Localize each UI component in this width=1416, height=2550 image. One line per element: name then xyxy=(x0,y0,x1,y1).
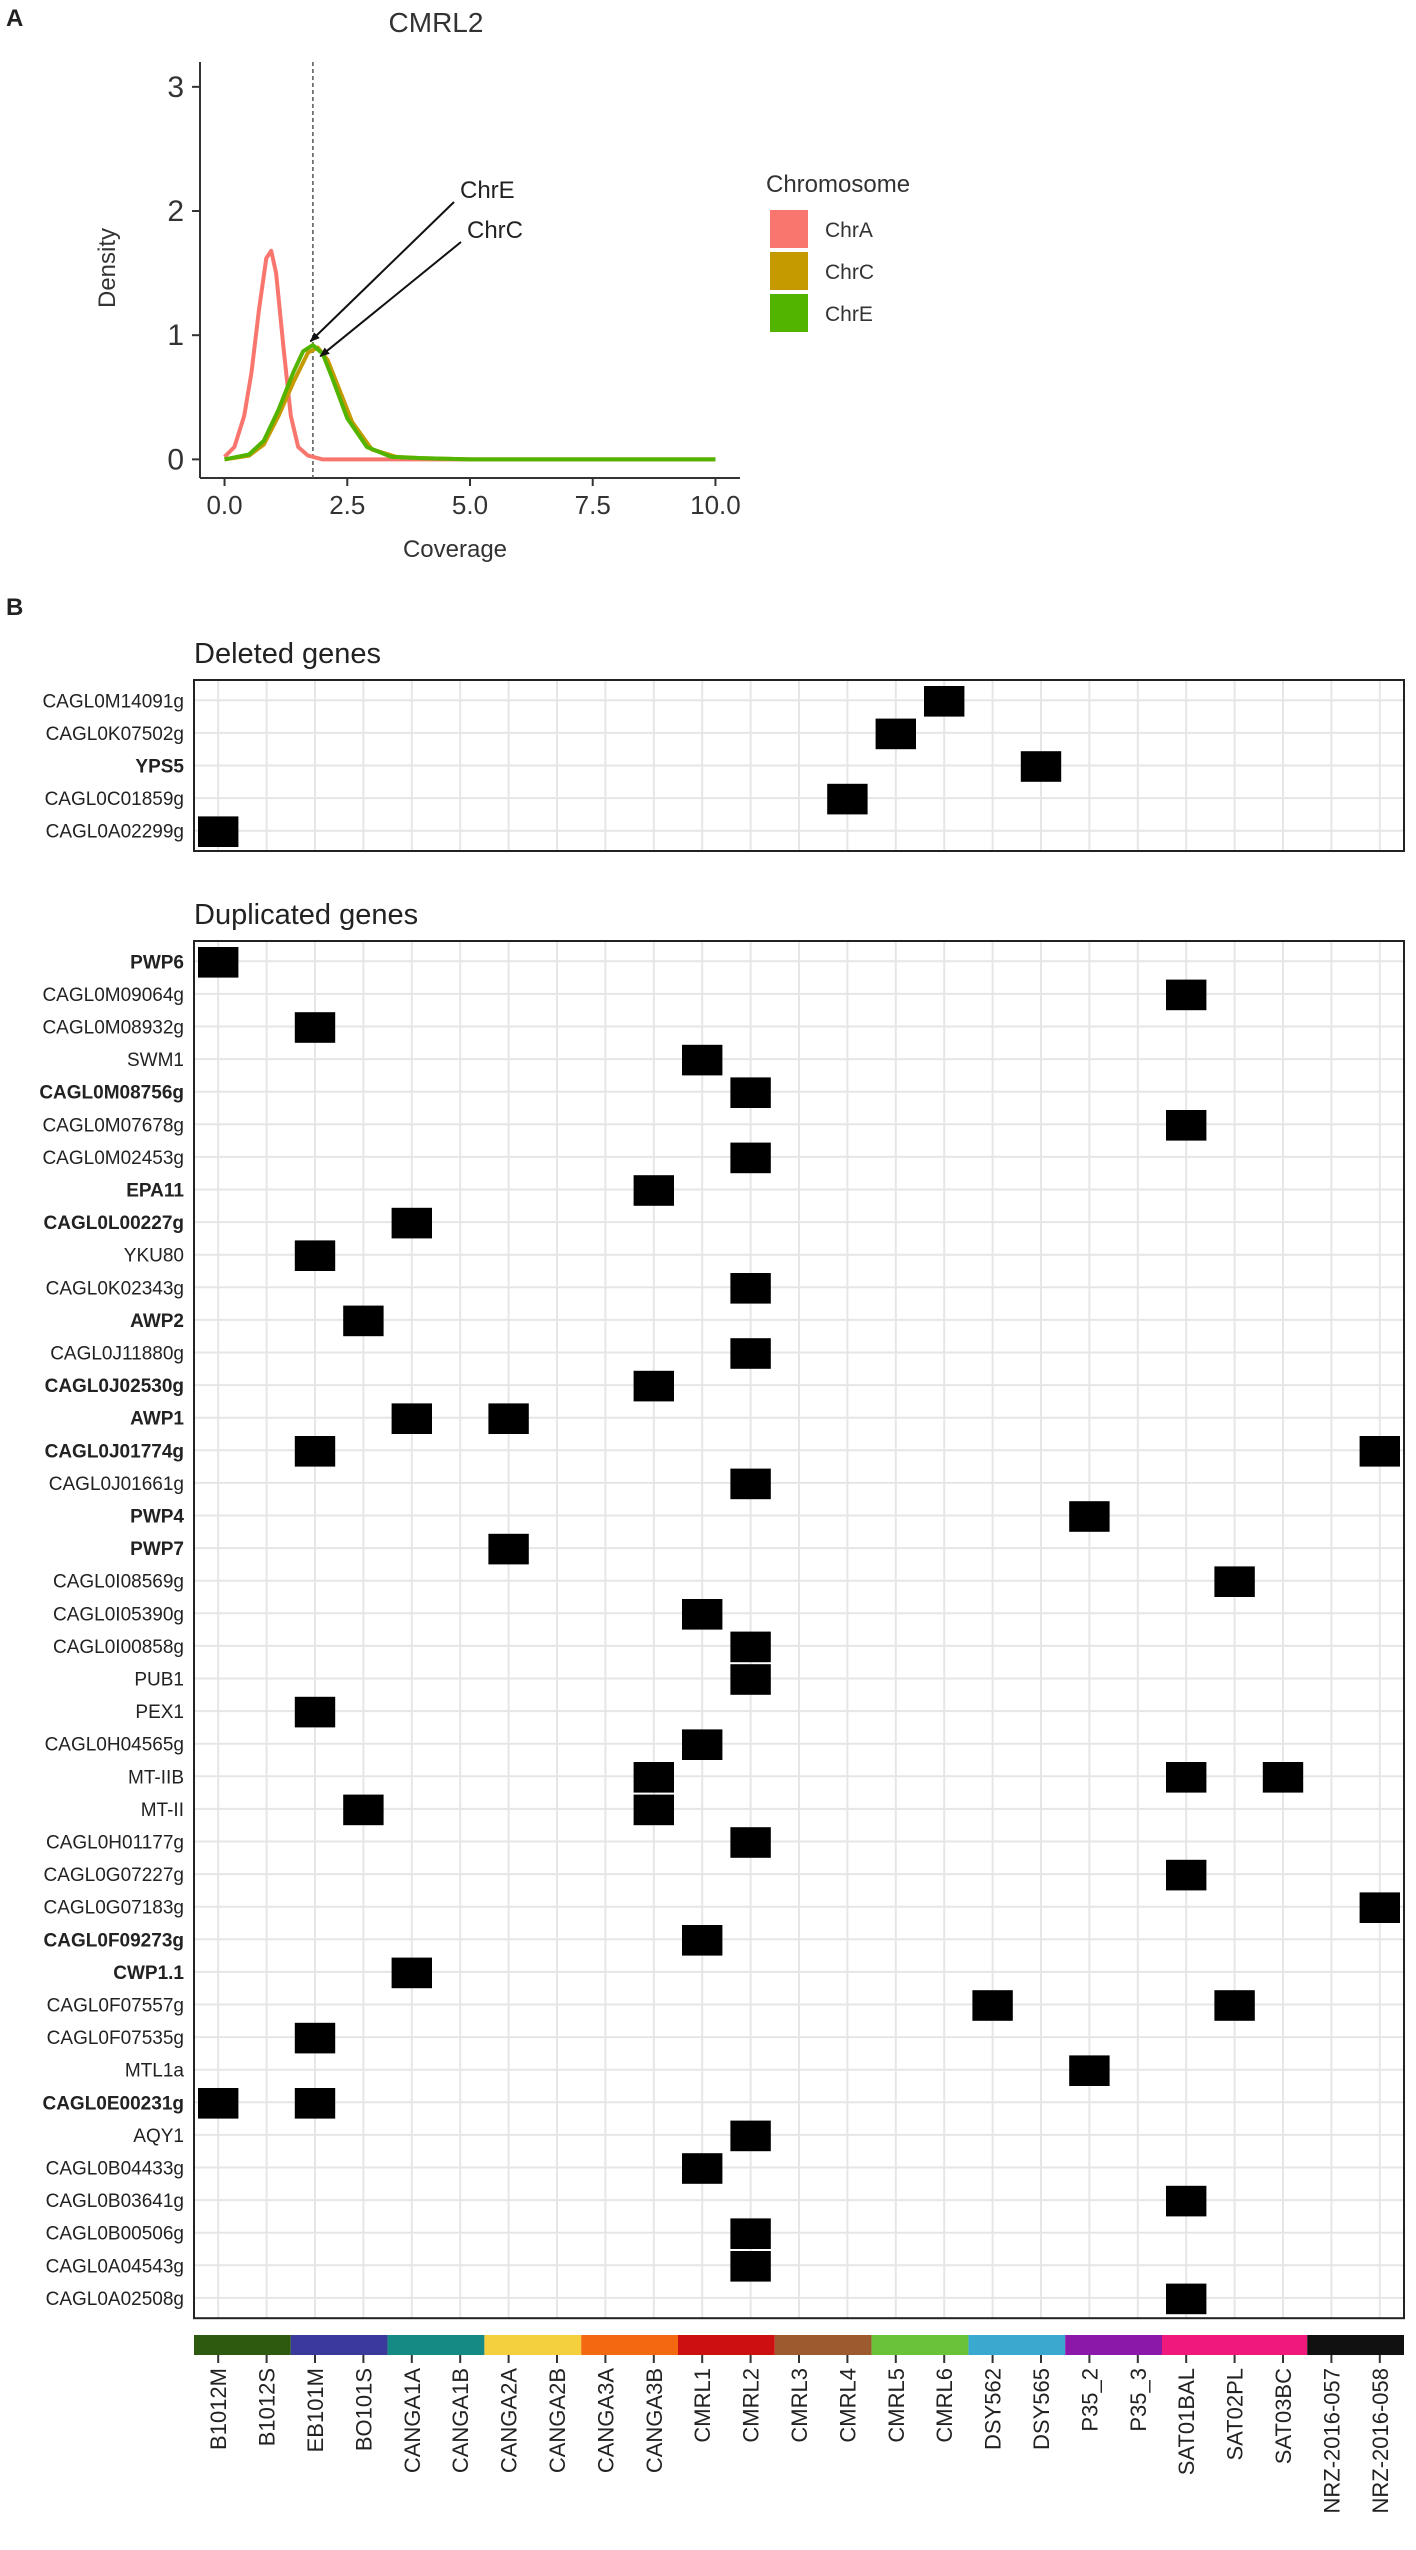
strain-label: DSY562 xyxy=(980,2368,1006,2450)
presence-cell xyxy=(682,1599,722,1630)
strain-group-band xyxy=(291,2335,388,2355)
strain-group-band xyxy=(388,2335,485,2355)
x-tick-label: 2.5 xyxy=(329,490,366,520)
presence-cell xyxy=(730,1077,770,1108)
legend-swatch xyxy=(770,294,808,332)
strain-label: NRZ-2016-058 xyxy=(1367,2368,1393,2514)
presence-cell xyxy=(634,1795,674,1826)
panel-b-letter: B xyxy=(6,594,24,621)
presence-cell xyxy=(1360,1436,1400,1467)
strain-group-band xyxy=(1307,2335,1404,2355)
gene-label: CAGL0I08569g xyxy=(53,1571,184,1593)
presence-cell xyxy=(1069,1501,1109,1532)
presence-cell xyxy=(1360,1892,1400,1923)
gene-label: CAGL0J01661g xyxy=(48,1473,184,1495)
presence-cell xyxy=(295,2088,335,2119)
legend-label: ChrC xyxy=(825,261,875,284)
strain-label: CMRL4 xyxy=(835,2368,861,2443)
presence-cell xyxy=(876,719,916,750)
strain-label: CANGA3A xyxy=(593,2368,619,2474)
strain-group-band xyxy=(678,2335,775,2355)
annotation-label: ChrC xyxy=(467,217,524,244)
presence-cell xyxy=(1069,2055,1109,2086)
strain-group-band xyxy=(484,2335,581,2355)
presence-cell xyxy=(730,1273,770,1304)
presence-cell xyxy=(392,1208,432,1239)
gene-label: MT-II xyxy=(140,1799,184,1821)
strain-label: CMRL3 xyxy=(787,2368,812,2443)
duplicated-title: Duplicated genes xyxy=(194,899,419,931)
strain-label: CANGA1B xyxy=(448,2368,474,2474)
presence-cell xyxy=(1166,1110,1206,1141)
gene-label: CAGL0I05390g xyxy=(53,1604,184,1626)
gene-label: CAGL0I00858g xyxy=(53,1636,184,1658)
gene-label: CAGL0H04565g xyxy=(44,1734,184,1756)
presence-cell xyxy=(730,2121,770,2152)
strain-label: CMRL1 xyxy=(690,2368,716,2443)
presence-cell xyxy=(295,1697,335,1728)
gene-label: CAGL0M09064g xyxy=(42,984,184,1006)
strain-label: NRZ-2016-057 xyxy=(1319,2368,1345,2514)
y-tick-label: 1 xyxy=(167,319,184,353)
strain-label: CANGA2B xyxy=(545,2368,570,2474)
presence-cell xyxy=(730,2218,770,2249)
presence-cell xyxy=(343,1795,383,1826)
y-tick-label: 0 xyxy=(167,443,184,477)
gene-label: SWM1 xyxy=(127,1050,184,1072)
annotation-label: ChrE xyxy=(460,177,515,204)
strain-label: B1012M xyxy=(206,2368,232,2450)
gene-label: CAGL0B00506g xyxy=(45,2223,184,2245)
strain-label: SAT01BAL xyxy=(1174,2368,1200,2476)
presence-cell xyxy=(488,1534,528,1565)
presence-cell xyxy=(1166,1860,1206,1891)
presence-cell xyxy=(1166,2284,1206,2315)
strain-label: CANGA2A xyxy=(496,2368,522,2474)
strain-label: SAT02PL xyxy=(1222,2368,1248,2461)
gene-label: AWP1 xyxy=(130,1408,184,1430)
gene-label: CAGL0J11880g xyxy=(50,1343,184,1365)
gene-label: PWP6 xyxy=(130,952,184,974)
gene-label: CAGL0L00227g xyxy=(43,1213,184,1235)
gene-label: CAGL0A02299g xyxy=(45,821,184,843)
strain-label: P35_2 xyxy=(1077,2368,1103,2432)
legend-label: ChrE xyxy=(825,303,873,326)
presence-cell xyxy=(392,1958,432,1989)
presence-cell xyxy=(1214,1566,1254,1597)
presence-cell xyxy=(295,1436,335,1467)
strain-group-band xyxy=(1065,2335,1162,2355)
presence-cell xyxy=(1021,751,1061,782)
strain-label: DSY565 xyxy=(1029,2368,1054,2450)
presence-cell xyxy=(730,1632,770,1663)
presence-cell xyxy=(198,947,238,978)
presence-cell xyxy=(730,2251,770,2282)
gene-label: PEX1 xyxy=(135,1702,184,1724)
strain-group-band xyxy=(1162,2335,1307,2355)
gene-label: CAGL0A02508g xyxy=(45,2288,184,2310)
legend-title: Chromosome xyxy=(766,171,911,198)
presence-cell xyxy=(634,1762,674,1793)
x-tick-label: 5.0 xyxy=(451,490,489,520)
annotation-arrow xyxy=(320,242,461,356)
gene-label: EPA11 xyxy=(126,1180,184,1202)
strain-color-bar xyxy=(194,2335,1404,2355)
gene-label: MTL1a xyxy=(124,2060,184,2082)
presence-cell xyxy=(730,1827,770,1858)
panel-a-letter: A xyxy=(6,5,24,32)
presence-cell xyxy=(827,784,867,815)
strain-labels xyxy=(206,2355,1393,2514)
gene-label: CAGL0M08756g xyxy=(39,1082,184,1104)
x-tick-label: 7.5 xyxy=(574,490,611,520)
gene-label: PUB1 xyxy=(134,1669,184,1691)
presence-cell xyxy=(682,1045,722,1076)
gene-label: CAGL0H01177g xyxy=(45,1832,184,1854)
gene-label: CAGL0B03641g xyxy=(45,2191,184,2213)
annotation-arrow xyxy=(310,202,454,341)
gene-label: CAGL0M08932g xyxy=(42,1017,184,1039)
series-line-chra xyxy=(225,251,716,460)
strain-label: BO101S xyxy=(351,2368,377,2452)
presence-cell xyxy=(1166,980,1206,1011)
gene-label: CWP1.1 xyxy=(113,1962,184,1984)
gene-label: CAGL0M14091g xyxy=(42,691,184,713)
gene-label: CAGL0A04543g xyxy=(45,2256,184,2278)
strain-label: CANGA3B xyxy=(641,2368,667,2474)
presence-cell xyxy=(198,816,238,847)
presence-cell xyxy=(634,1175,674,1206)
gene-label: CAGL0E00231g xyxy=(42,2093,184,2115)
gene-label: CAGL0G07227g xyxy=(43,1865,184,1887)
presence-cell xyxy=(295,1240,335,1271)
x-axis-label: Coverage xyxy=(402,536,508,563)
presence-cell xyxy=(343,1306,383,1337)
presence-cell xyxy=(730,1469,770,1500)
strain-group-band xyxy=(872,2335,969,2355)
gene-label: CAGL0J02530g xyxy=(44,1376,184,1398)
strain-label: CMRL6 xyxy=(932,2368,958,2443)
gene-label: CAGL0M07678g xyxy=(42,1115,184,1137)
presence-cell xyxy=(1166,1762,1206,1793)
density-lines xyxy=(225,251,716,460)
y-axis-label: Density xyxy=(94,227,121,309)
presence-cell xyxy=(682,2153,722,2184)
gene-label: PWP7 xyxy=(130,1539,184,1561)
gene-label: PWP4 xyxy=(130,1506,184,1528)
presence-cell xyxy=(682,1729,722,1760)
gene-label: AWP2 xyxy=(130,1310,184,1332)
presence-cell xyxy=(1263,1762,1303,1793)
strain-label: P35_3 xyxy=(1125,2368,1151,2432)
strain-label: EB101M xyxy=(303,2368,328,2453)
x-tick-label: 0.0 xyxy=(206,490,243,520)
presence-cell xyxy=(198,2088,238,2119)
presence-cell xyxy=(972,1990,1012,2021)
presence-cell xyxy=(295,1012,335,1043)
gene-label: CAGL0J01774g xyxy=(44,1441,184,1463)
gene-label: YKU80 xyxy=(123,1245,184,1267)
gene-label: CAGL0F07535g xyxy=(46,2028,184,2050)
gene-label: MT-IIB xyxy=(128,1767,184,1789)
presence-cell xyxy=(1166,2186,1206,2217)
presence-cell xyxy=(730,1143,770,1174)
strain-label: CMRL5 xyxy=(883,2368,909,2443)
panel-a-density-chart xyxy=(6,5,910,563)
gene-label: CAGL0F09273g xyxy=(43,1930,184,1952)
presence-cell xyxy=(1214,1990,1254,2021)
deleted-title: Deleted genes xyxy=(194,638,382,670)
presence-cell xyxy=(634,1371,674,1402)
strain-group-band xyxy=(968,2335,1065,2355)
presence-cell xyxy=(730,1338,770,1369)
panel-b-gene-heatmap xyxy=(6,594,1404,2514)
x-tick-label: 10.0 xyxy=(690,490,741,520)
gene-label: CAGL0M02453g xyxy=(42,1147,184,1169)
strain-label: CANGA1A xyxy=(399,2368,425,2474)
gene-label: CAGL0K02343g xyxy=(45,1278,184,1300)
gene-label: CAGL0B04433g xyxy=(45,2158,184,2180)
presence-cell xyxy=(488,1403,528,1434)
chart-title: CMRL2 xyxy=(388,7,484,38)
legend-swatch xyxy=(770,210,808,248)
y-tick-label: 2 xyxy=(167,195,184,229)
strain-label: B1012S xyxy=(254,2368,280,2447)
strain-group-band xyxy=(194,2335,291,2355)
presence-cell xyxy=(392,1403,432,1434)
gene-label: CAGL0C01859g xyxy=(44,789,184,811)
legend-swatch xyxy=(770,252,808,290)
legend-label: ChrA xyxy=(825,219,873,242)
gene-label: CAGL0K07502g xyxy=(45,723,184,745)
gene-label: CAGL0G07183g xyxy=(43,1897,184,1919)
gene-labels xyxy=(39,691,184,2310)
presence-cell xyxy=(730,1664,770,1695)
legend xyxy=(766,171,910,332)
presence-cell xyxy=(924,686,964,717)
annotations xyxy=(310,177,523,356)
strain-label: CMRL2 xyxy=(738,2368,764,2443)
gene-label: YPS5 xyxy=(135,756,184,778)
gene-label: CAGL0F07557g xyxy=(46,1995,184,2017)
strain-label: SAT03BC xyxy=(1271,2368,1296,2465)
presence-cell xyxy=(295,2023,335,2054)
strain-group-band xyxy=(581,2335,678,2355)
presence-cell xyxy=(682,1925,722,1956)
gene-label: AQY1 xyxy=(133,2125,184,2147)
y-tick-label: 3 xyxy=(167,70,184,104)
strain-group-band xyxy=(775,2335,872,2355)
